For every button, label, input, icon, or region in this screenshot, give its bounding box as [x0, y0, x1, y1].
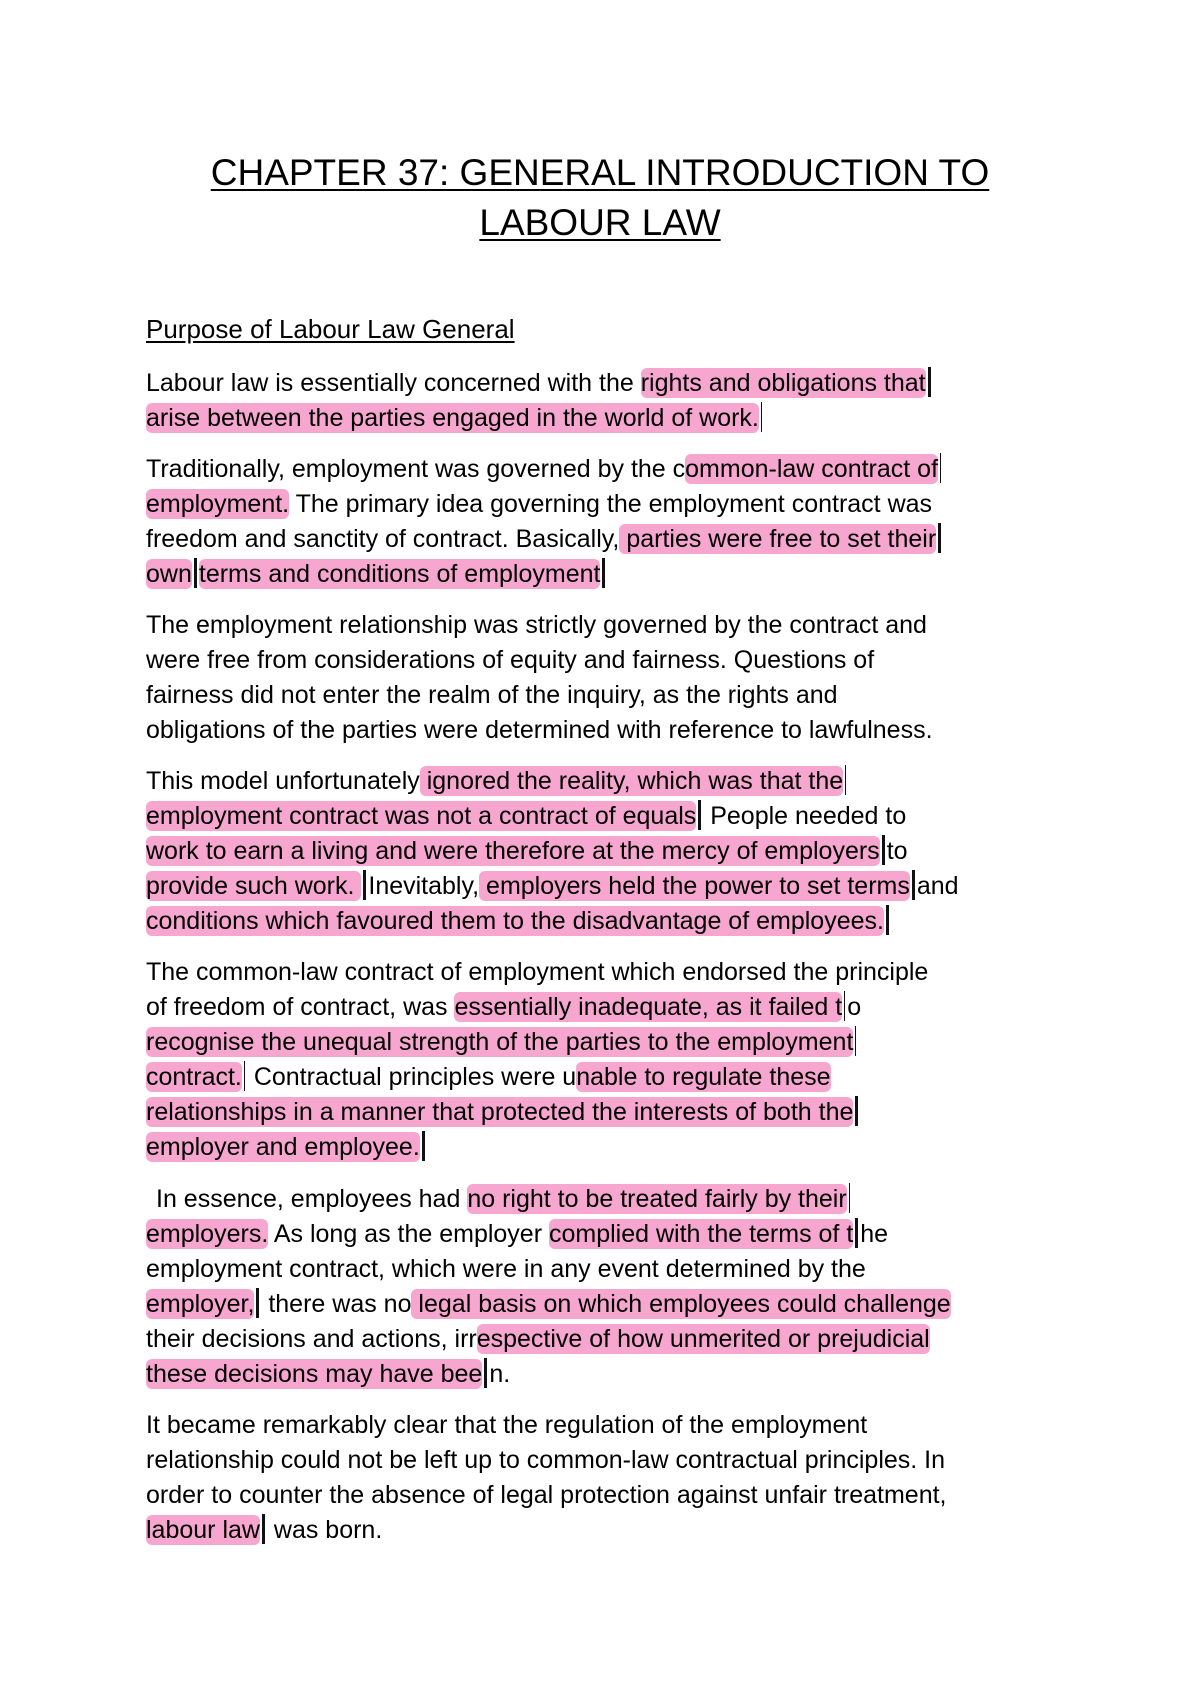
highlight: rights and obligations that: [640, 369, 926, 397]
p5-line-5: [146, 1095, 1086, 1130]
p1-line-2: [146, 401, 1086, 436]
paragraph-2: [146, 452, 1086, 592]
pen-mark: [484, 1358, 487, 1388]
pen-mark: [912, 870, 915, 900]
highlight: contract.: [146, 1063, 242, 1091]
p4-line-4: [146, 869, 1086, 904]
p7-line-2: relationship could not be left up to common-law contractual principles. In: [146, 1446, 946, 1474]
pen-mark: [882, 835, 885, 865]
title-line-1: CHAPTER 37: GENERAL INTRODUCTION TO: [210, 152, 990, 193]
text: and: [916, 872, 959, 900]
highlight: arise between the parties engaged in the world of work.: [146, 404, 759, 432]
p7-line-3: order to counter the absence of legal protection against unfair treatment,: [146, 1481, 947, 1509]
pen-mark: [886, 905, 889, 935]
pen-mark: [602, 558, 605, 588]
pen-mark: [262, 1514, 265, 1544]
text: o: [847, 993, 862, 1021]
highlight: recognise the unequal strength of the parties to the employment: [146, 1028, 854, 1056]
text: In essence, employees had: [156, 1185, 468, 1213]
paragraph-1: [146, 366, 1086, 436]
highlight: espective of how unmerited or prejudicial: [476, 1325, 930, 1353]
paragraph-7: [146, 1408, 1086, 1548]
p7-line-1: It became remarkably clear that the regulation of the employment: [146, 1411, 868, 1439]
text: Traditionally, employment was governed by the c: [146, 455, 686, 483]
highlight: own: [146, 560, 192, 588]
highlight: labour law: [146, 1516, 260, 1544]
p2-line-1: [146, 452, 1086, 487]
pen-mark: [244, 1061, 245, 1091]
p3-line-4: obligations of the parties were determined with reference to lawfulness.: [146, 716, 933, 744]
pen-mark: [938, 523, 941, 553]
highlight: ommon-law contract of: [685, 455, 939, 483]
pen-mark: [761, 402, 762, 432]
pen-mark: [855, 1096, 858, 1126]
paragraph-3: [146, 608, 1086, 748]
highlight: ignored the reality, which was that the: [419, 767, 844, 795]
p2-line-4: [146, 557, 1086, 592]
p5-line-4: [146, 1060, 1086, 1095]
highlight: conditions which favoured them to the disadvantage of employees.: [146, 907, 884, 935]
pen-mark: [928, 367, 931, 397]
text: Labour law is essentially concerned with the: [146, 369, 641, 397]
p5-line-1: The common-law contract of employment which endorsed the principle: [146, 958, 929, 986]
p6-line-5: [146, 1322, 1086, 1357]
text: there was no: [261, 1290, 412, 1318]
highlight: legal basis on which employees could challenge: [411, 1290, 951, 1318]
p7-line-4: [146, 1513, 1086, 1548]
highlight: employment.: [146, 490, 290, 518]
p1-line-1: [146, 366, 1086, 401]
pen-mark: [855, 1026, 856, 1056]
pen-mark: [363, 870, 366, 900]
paragraph-6: [146, 1182, 1086, 1392]
highlight: employer and employee.: [146, 1133, 420, 1161]
pen-mark: [940, 453, 941, 483]
pen-mark: [855, 1218, 858, 1248]
paragraph-4: [146, 764, 1086, 939]
section-heading: Purpose of Labour Law General: [146, 314, 515, 344]
text: Inevitably,: [368, 872, 480, 900]
highlight: relationships in a manner that protected the interests of both the: [146, 1098, 854, 1126]
highlight: employers.: [146, 1220, 269, 1248]
text: Contractual principles were u: [246, 1063, 577, 1091]
pen-mark: [698, 800, 701, 830]
text: As long as the employer: [268, 1220, 549, 1248]
p3-line-1: The employment relationship was strictly governed by the contract and: [146, 611, 927, 639]
paragraph-5: [146, 955, 1086, 1165]
p5-line-3: [146, 1025, 1086, 1060]
p5-line-6: [146, 1130, 1086, 1165]
text: he: [860, 1220, 889, 1248]
highlight: provide such work.: [146, 872, 362, 900]
highlight: terms and conditions of employment: [198, 560, 601, 588]
text: People needed to: [703, 802, 907, 830]
highlight: employment contract was not a contract of equals: [146, 802, 697, 830]
p4-line-1: [146, 764, 1086, 799]
p3-line-2: were free from considerations of equity and fairness. Questions of: [146, 646, 875, 674]
title-line-2: LABOUR LAW: [479, 202, 721, 243]
text: freedom and sanctity of contract. Basically,: [146, 525, 620, 553]
pen-mark: [194, 558, 197, 588]
p6-line-1: [146, 1182, 1086, 1217]
p3-line-3: fairness did not enter the realm of the inquiry, as the rights and: [146, 681, 838, 709]
p5-line-2: [146, 990, 1086, 1025]
highlight: complied with the terms of t: [548, 1220, 854, 1248]
highlight: work to earn a living and were therefore at the mercy of employers: [146, 837, 880, 865]
p4-line-3: [146, 834, 1086, 869]
highlight: parties were free to set their: [619, 525, 937, 553]
p6-line-6: [146, 1357, 1086, 1392]
p2-line-3: [146, 522, 1086, 557]
p6-line-3: employment contract, which were in any event determined by the: [146, 1255, 866, 1283]
pen-mark: [845, 765, 846, 795]
p6-line-4: [146, 1287, 1086, 1322]
highlight: no right to be treated fairly by their: [467, 1185, 847, 1213]
text: of freedom of contract, was: [146, 993, 455, 1021]
highlight: these decisions may have bee: [146, 1360, 483, 1388]
highlight: essentially inadequate, as it failed t: [454, 993, 843, 1021]
p6-line-2: [146, 1217, 1086, 1252]
pen-mark: [422, 1131, 425, 1161]
pen-mark: [844, 991, 845, 1021]
text: This model unfortunately: [146, 767, 420, 795]
pen-mark: [849, 1183, 850, 1213]
text: n.: [489, 1360, 511, 1388]
pen-mark: [256, 1288, 259, 1318]
highlight: nable to regulate these: [576, 1063, 831, 1091]
text: their decisions and actions, irr: [146, 1325, 477, 1353]
text: The primary idea governing the employment contract was: [289, 490, 933, 518]
p4-line-5: [146, 904, 1086, 939]
p2-line-2: [146, 487, 1086, 522]
chapter-title: [120, 148, 1080, 248]
text: was born.: [266, 1516, 383, 1544]
text: to: [886, 837, 908, 865]
highlight: employers held the power to set terms: [479, 872, 910, 900]
p4-line-2: [146, 799, 1086, 834]
highlight: employer,: [146, 1290, 255, 1318]
